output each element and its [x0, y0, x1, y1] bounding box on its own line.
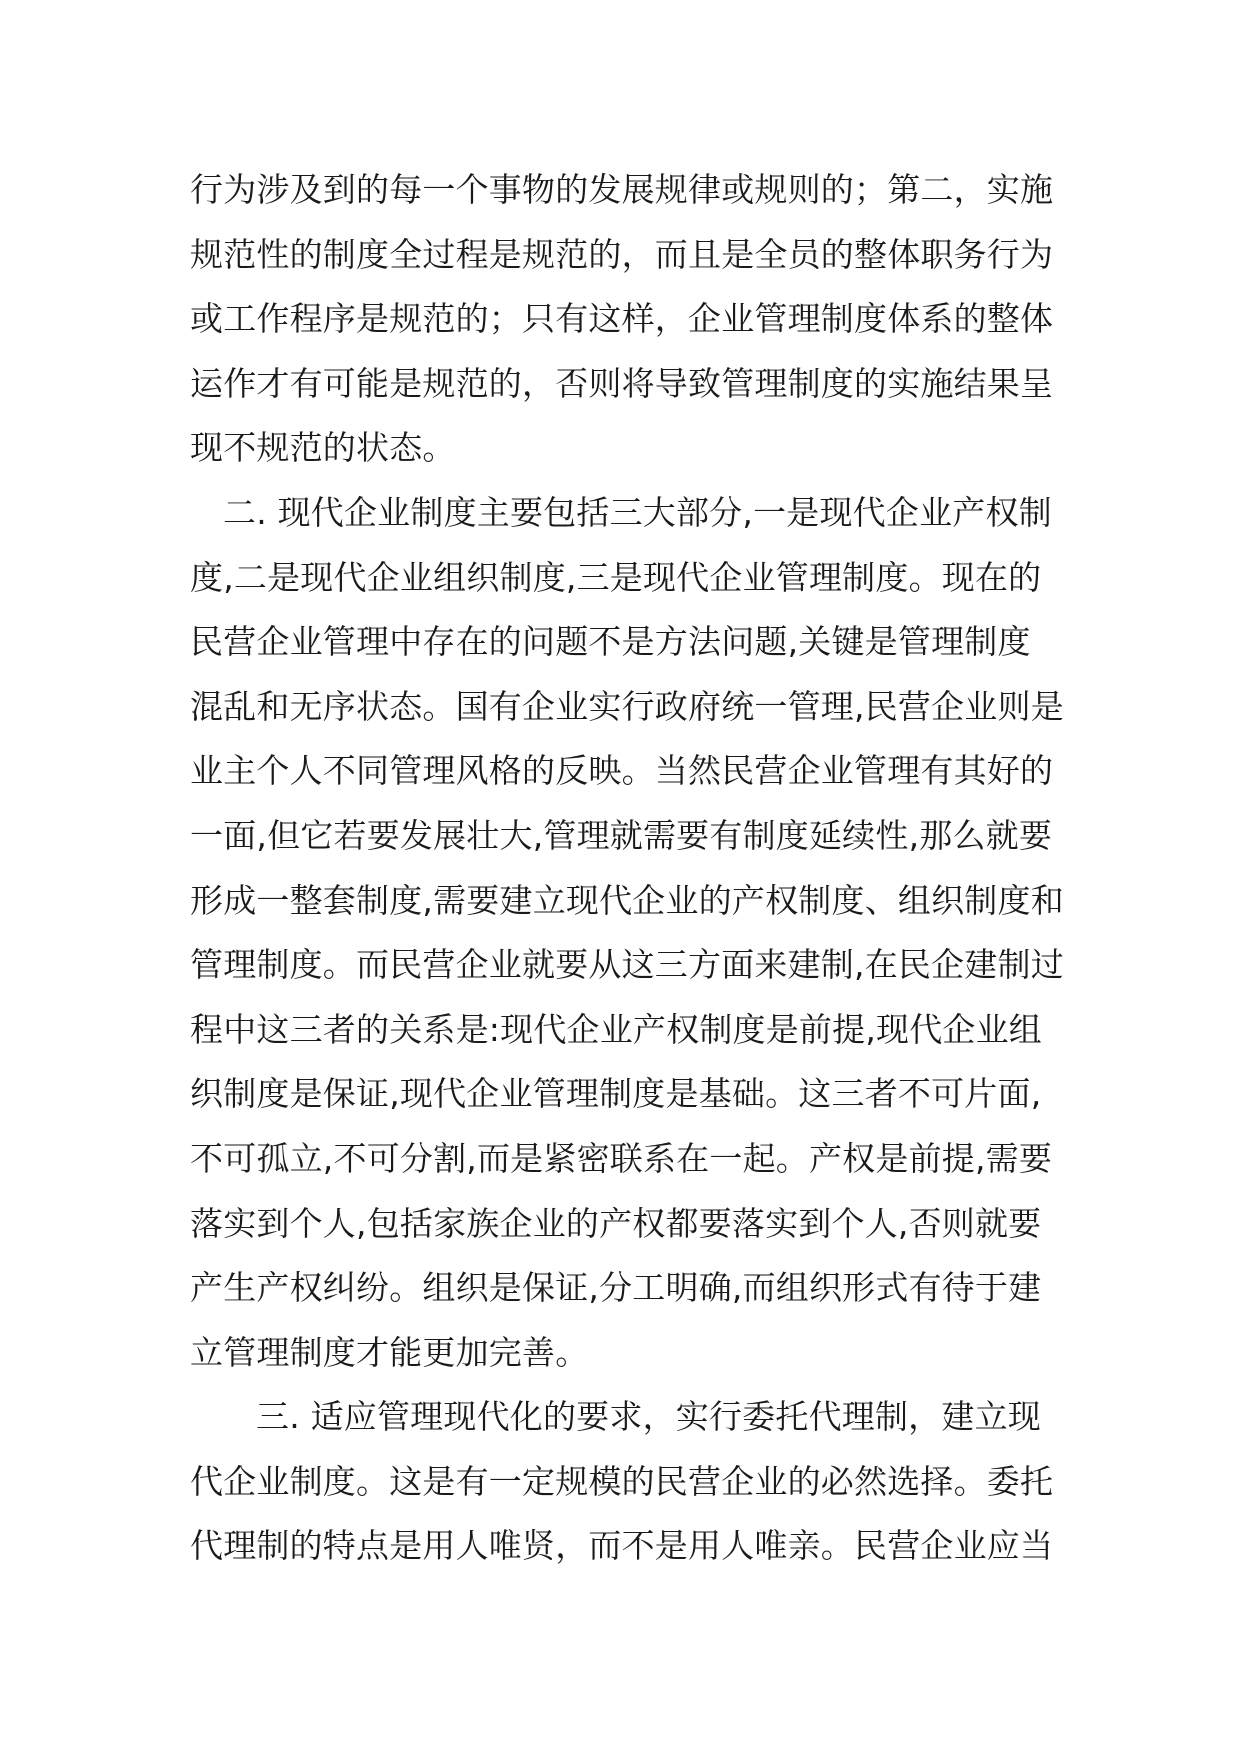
- text-line: 运作才有可能是规范的，否则将导致管理制度的实施结果呈: [190, 363, 1054, 403]
- text-line: 混乱和无序状态。国有企业实行政府统一管理,民营企业则是: [190, 686, 1064, 726]
- text-line: 或工作程序是规范的；只有这样，企业管理制度体系的整体: [190, 299, 1054, 339]
- text-line: 现不规范的状态。: [190, 428, 456, 468]
- text-line: 规范性的制度全过程是规范的，而且是全员的整体职务行为: [190, 234, 1054, 274]
- text-line: 业主个人不同管理风格的反映。当然民营企业管理有其好的: [190, 751, 1054, 791]
- text-line: 民营企业管理中存在的问题不是方法问题,关键是管理制度: [190, 622, 1031, 662]
- section-two-heading-line: 二. 现代企业制度主要包括三大部分,一是现代企业产权制: [223, 492, 1052, 532]
- text-line: 行为涉及到的每一个事物的发展规律或规则的；第二，实施: [190, 170, 1054, 209]
- text-line: 一面,但它若要发展壮大,管理就需要有制度延续性,那么就要: [190, 815, 1053, 855]
- text-line: 织制度是保证,现代企业管理制度是基础。这三者不可片面,: [190, 1074, 1042, 1114]
- text-line: 代理制的特点是用人唯贤，而不是用人唯亲。民营企业应当: [190, 1526, 1054, 1566]
- text-line: 产生产权纠纷。组织是保证,分工明确,而组织形式有待于建: [190, 1268, 1042, 1308]
- body-text: [190, 158, 1062, 1579]
- text-line: 代企业制度。这是有一定规模的民营企业的必然选择。委托: [190, 1461, 1054, 1501]
- text-line: 不可孤立,不可分割,而是紧密联系在一起。产权是前提,需要: [190, 1138, 1053, 1178]
- text-line: 程中这三者的关系是:现代企业产权制度是前提,现代企业组: [190, 1009, 1043, 1049]
- text-line: 立管理制度才能更加完善。: [190, 1332, 589, 1372]
- text-line: 落实到个人,包括家族企业的产权都要落实到个人,否则就要: [190, 1203, 1042, 1243]
- text-line: 管理制度。而民营企业就要从这三方面来建制,在民企建制过: [190, 945, 1064, 985]
- text-line: 形成一整套制度,需要建立现代企业的产权制度、组织制度和: [190, 880, 1064, 920]
- section-three-heading-line: 三. 适应管理现代化的要求，实行委托代理制，建立现: [256, 1397, 1041, 1437]
- text-line: 度,二是现代企业组织制度,三是现代企业管理制度。现在的: [190, 557, 1042, 597]
